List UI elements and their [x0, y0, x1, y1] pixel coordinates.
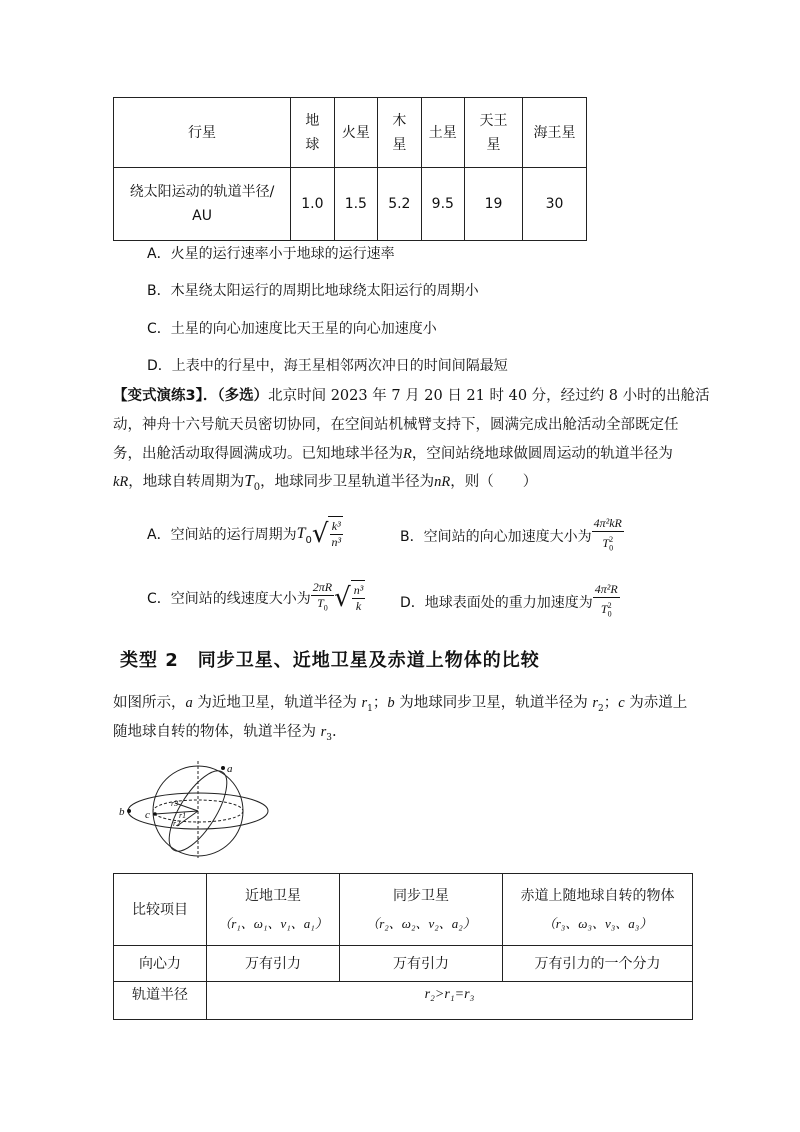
- planet-table-radius-row: [114, 168, 587, 241]
- label-a: a: [227, 763, 233, 775]
- cell-mars: 1.5: [334, 168, 377, 241]
- cell-earth: 1.0: [291, 168, 334, 241]
- section-text-2a: 随地球自转的物体，轨道半径为: [113, 724, 321, 740]
- planet-table-header-row: [114, 98, 587, 168]
- option-2c-den-T: T: [317, 596, 324, 611]
- option-2c-rnum: n³: [353, 583, 364, 597]
- option-2c-frac: [311, 580, 334, 615]
- object-c-dot: [153, 812, 157, 816]
- option-2b-den-sup: 2: [609, 535, 614, 544]
- orbit-diagram: [115, 758, 275, 860]
- header-near-sat: [207, 874, 340, 946]
- var-kR: kR: [113, 474, 129, 490]
- label-r2: r2: [173, 819, 181, 828]
- section-text-1c: ；: [372, 695, 388, 711]
- option-2b-text: B．空间站的向心加速度大小为: [400, 528, 592, 545]
- cell-force-equator: 万有引力的一个分力: [503, 946, 693, 982]
- var-R: R: [403, 446, 412, 462]
- planet-table: [113, 97, 587, 241]
- option-2a-sqrt: [312, 516, 343, 552]
- option-2a-text: A．空间站的运行周期为: [147, 527, 297, 543]
- cell-neptune: 30: [523, 168, 587, 241]
- exercise-text-4c: ，则（ ）: [450, 474, 538, 490]
- option-2d: [400, 582, 620, 621]
- header-uranus-text: 天王 星: [479, 112, 508, 153]
- option-2c-text: C．空间站的线速度大小为: [147, 591, 311, 607]
- exercise-dot: ．: [202, 388, 218, 404]
- option-2d-num: 4π²R: [594, 582, 618, 596]
- exercise-multi: （多选）: [217, 388, 269, 404]
- option-1a: A．火星的运行速率小于地球的运行速率: [147, 246, 395, 262]
- label-c: c: [145, 809, 150, 821]
- radical-sign: √: [311, 519, 329, 549]
- exercise-line-1: [113, 382, 710, 411]
- option-2b-den-sub: 0: [609, 543, 614, 553]
- header-planet: [114, 98, 291, 168]
- option-2c-sqrt: [334, 580, 365, 616]
- header-jupiter-text: 木 星: [392, 112, 407, 153]
- row-label-radius: [114, 168, 291, 241]
- comparison-header-row: [114, 874, 693, 946]
- label-b: b: [119, 806, 125, 818]
- option-2b-frac: [592, 516, 624, 555]
- label-r3: r3: [171, 799, 179, 808]
- var-c: c: [618, 695, 625, 711]
- var-r1-sub: 1: [367, 703, 373, 714]
- comparison-force-row: [114, 946, 693, 982]
- option-2d-frac: [593, 582, 620, 621]
- header-equator-object-vars: （r₃、ω₃、v₃、a₃）: [542, 915, 653, 931]
- header-planet-text: 行星: [188, 124, 217, 141]
- option-2d-den: [599, 598, 614, 621]
- var-b: b: [387, 695, 395, 711]
- option-1c: C．土星的向心加速度比天王星的向心加速度小: [147, 321, 437, 337]
- var-r2-sub: 2: [597, 703, 604, 714]
- var-r3-sub: 3: [326, 732, 332, 743]
- header-sync-sat-title: 同步卫星: [393, 887, 449, 904]
- header-neptune: [523, 98, 587, 168]
- satellite-b-dot: [127, 809, 131, 813]
- section-heading: 类型 2 同步卫星、近地卫星及赤道上物体的比较: [120, 650, 540, 671]
- radical-sign: √: [334, 583, 351, 613]
- option-2a-den: n³: [331, 535, 342, 549]
- header-saturn-text: 土星: [428, 124, 457, 141]
- option-2a: [147, 516, 343, 552]
- header-sync-sat: [340, 874, 503, 946]
- header-sync-sat-vars: （r₂、ω₂、v₂、a₂）: [366, 915, 476, 931]
- row-label-force: 向心力: [114, 946, 207, 982]
- option-2a-T-sub: 0: [305, 535, 312, 546]
- exercise-tag: 【变式演练3】: [113, 388, 203, 404]
- cell-force-sync: 万有引力: [340, 946, 503, 982]
- cell-saturn: 9.5: [421, 168, 464, 241]
- header-saturn: [421, 98, 464, 168]
- exercise-text-1: 北京时间 2023 年 7 月 20 日 21 时 40 分，经过约 8 小时的出舱活: [268, 388, 710, 404]
- option-1b: B．木星绕太阳运行的周期比地球绕太阳运行的周期小: [147, 283, 479, 299]
- section-text-2b: .: [332, 724, 337, 740]
- option-2c-num: 2πR: [312, 580, 333, 595]
- exercise-text-4b: ，地球同步卫星轨道半径为: [260, 474, 435, 490]
- exercise-line-3: [113, 440, 673, 469]
- var-T0: T: [244, 471, 254, 490]
- header-uranus: [465, 98, 523, 168]
- var-r1: r: [361, 695, 368, 711]
- section-text-1a: 如图所示，: [113, 695, 186, 711]
- exercise-line-2: 动，神舟十六号航天员密切协同，在空间站机械臂支持下，圆满完成出舱活动全部既定任: [113, 417, 679, 433]
- option-2d-text: D．地球表面处的重力加速度为: [400, 594, 593, 611]
- exercise-text-3a: 务，出舱活动取得圆满成功。已知地球半径为: [113, 446, 403, 462]
- option-2c: [147, 580, 365, 616]
- header-earth: [291, 98, 334, 168]
- header-equator-object: [503, 874, 693, 946]
- header-jupiter: [378, 98, 421, 168]
- option-2b-num: 4π²kR: [593, 516, 622, 530]
- header-mars: [334, 98, 377, 168]
- cell-radius-relation: r₂>r₁=r₃: [207, 982, 693, 1020]
- var-a: a: [185, 695, 193, 711]
- cell-force-near: 万有引力: [207, 946, 340, 982]
- row-label-radius-text: 绕太阳运动的轨道半径/ AU: [129, 184, 275, 224]
- section-text-1b: 为近地卫星，轨道半径为: [192, 695, 362, 711]
- comparison-radius-row: [114, 982, 693, 1020]
- option-2c-den: [315, 596, 330, 615]
- option-2c-den-sub: 0: [323, 603, 328, 613]
- option-2d-den-sup: 2: [607, 601, 612, 610]
- header-mars-text: 火星: [341, 124, 370, 141]
- var-T0-sub: 0: [253, 481, 261, 493]
- comparison-table: [113, 873, 693, 1020]
- header-earth-text: 地 球: [305, 112, 320, 153]
- label-r1: r1: [179, 811, 187, 820]
- header-neptune-text: 海王星: [533, 124, 576, 141]
- section-text-1f: 为赤道上: [624, 695, 688, 711]
- option-1d: D．上表中的行星中，海王星相邻两次冲日的时间间隔最短: [147, 358, 508, 374]
- option-2b-den-T: T: [602, 536, 610, 550]
- option-2b-den: [600, 532, 615, 555]
- header-near-sat-vars: （r₁、ω₁、v₁、a₁）: [218, 915, 328, 931]
- row-label-radius2: 轨道半径: [114, 982, 207, 1020]
- header-near-sat-title: 近地卫星: [245, 887, 301, 904]
- option-2c-rden: k: [355, 599, 362, 613]
- exercise-text-3b: ，空间站绕地球做圆周运动的轨道半径为: [411, 446, 673, 462]
- header-compare-item: 比较项目: [114, 874, 207, 946]
- exercise-line-4: [113, 466, 537, 502]
- satellite-a-dot: [221, 766, 225, 770]
- cell-jupiter: 5.2: [378, 168, 421, 241]
- section-line-2: [113, 718, 337, 753]
- option-2d-den-sub: 0: [607, 609, 612, 619]
- header-equator-object-title: 赤道上随地球自转的物体: [520, 887, 675, 904]
- section-text-1e: ；: [603, 695, 619, 711]
- var-nR: nR: [434, 474, 451, 490]
- var-r3: r: [320, 724, 327, 740]
- option-2a-num: k³: [331, 519, 341, 533]
- var-r2: r: [592, 695, 598, 711]
- section-text-1d: 为地球同步卫星，轨道半径为: [394, 695, 593, 711]
- option-2b: [400, 516, 624, 555]
- option-2a-T: T: [296, 525, 306, 542]
- exercise-text-4a: ，地球自转周期为: [128, 474, 245, 490]
- option-2d-den-T: T: [600, 602, 608, 616]
- cell-uranus: 19: [465, 168, 523, 241]
